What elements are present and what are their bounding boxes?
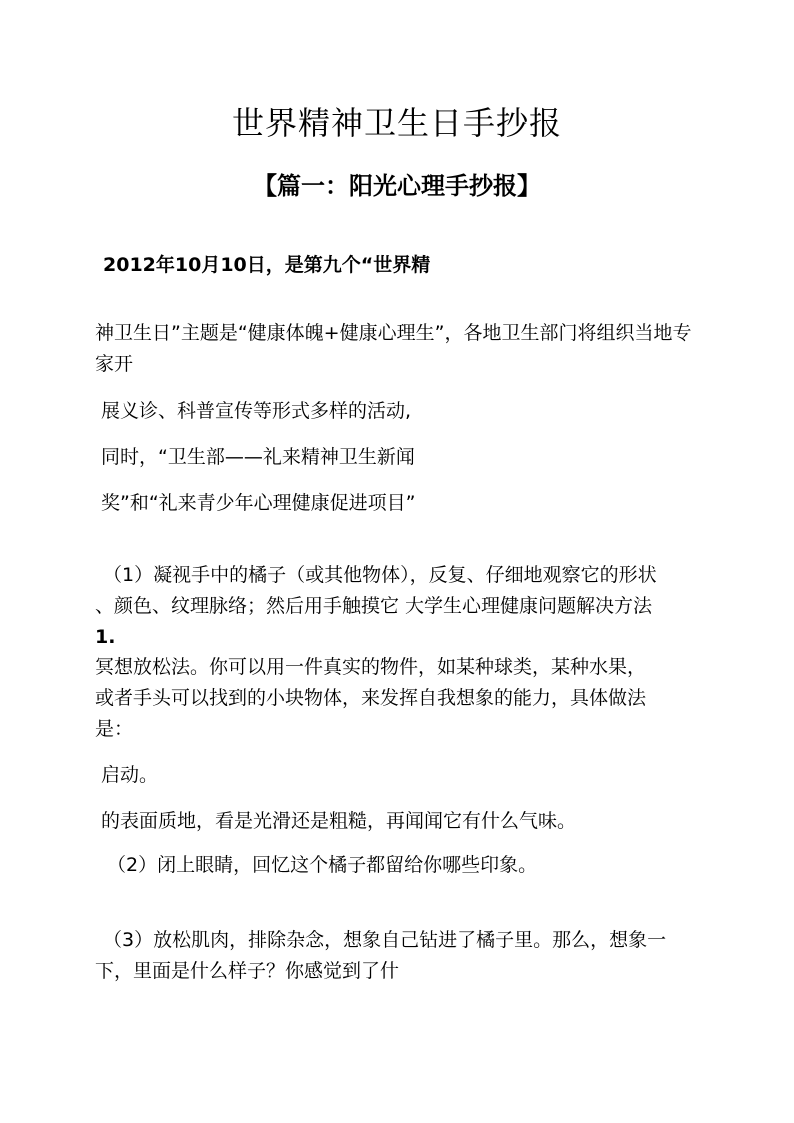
body-line-5: 奖”和“礼来青少年心理健康促进项目”	[101, 492, 416, 514]
body-line-10: 或者手头可以找到的小块物体，来发挥自我想象的能力，具体做法	[95, 687, 647, 709]
body-line-2: 神卫生日”主题是“健康体魄+健康心理生”，各地卫生部门将组织当地专家开	[95, 322, 692, 375]
body-line-8: 1.	[95, 626, 116, 648]
body-line-13: 的表面质地，看是光滑还是粗糙，再闻闻它有什么气味。	[101, 810, 577, 832]
body-line-16: 下，里面是什么样子？你感觉到了什	[95, 960, 400, 982]
body-line-4: 同时，“卫生部——礼来精神卫生新闻	[101, 446, 415, 468]
body-line-7: 、颜色、纹理脉络；然后用手触摸它 大学生心理健康问题解决方法	[95, 595, 653, 617]
body-line-9: 冥想放松法。你可以用一件真实的物件，如某种球类，某种水果，	[95, 656, 647, 678]
body-line-11: 是：	[95, 718, 134, 740]
document-title: 世界精神卫生日手抄报	[231, 104, 562, 142]
body-line-6: （1）凝视手中的橘子（或其他物体），反复、仔细地观察它的形状	[103, 564, 657, 586]
document-subtitle: 【篇一：阳光心理手抄报】	[253, 171, 541, 200]
body-line-1: 2012年10月10日，是第九个“世界精	[103, 254, 431, 276]
body-line-14: （2）闭上眼睛，回忆这个橘子都留给你哪些印象。	[107, 854, 538, 876]
body-line-3: 展义诊、科普宣传等形式多样的活动,	[101, 400, 412, 422]
body-line-15: （3）放松肌肉，排除杂念，想象自己钻进了橘子里。那么，想象一	[103, 929, 667, 951]
body-line-12: 启动。	[101, 764, 159, 786]
